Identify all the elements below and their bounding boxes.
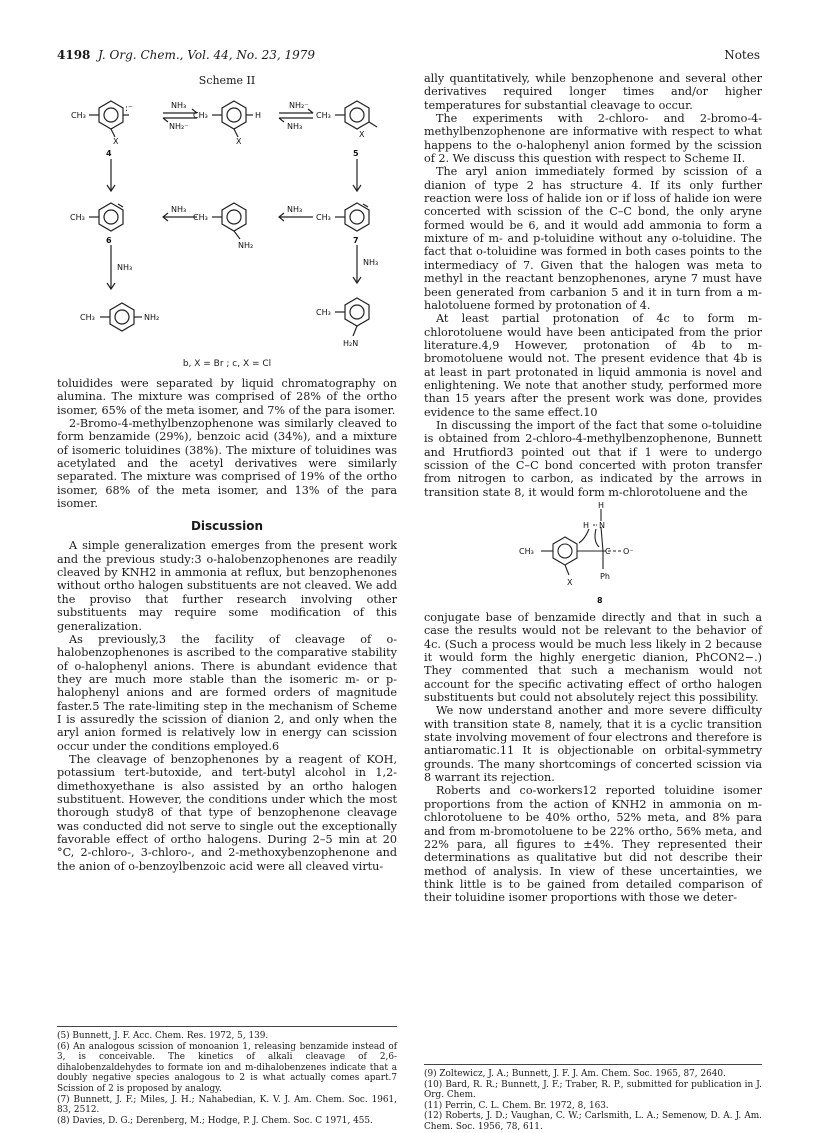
svg-text:NH₂⁻: NH₂⁻ bbox=[289, 101, 309, 110]
svg-text:NH₃: NH₃ bbox=[363, 258, 379, 267]
compound-6-label: 6 bbox=[106, 236, 112, 245]
paragraph: We now understand another and more severe difficulty with transition state 8, namely, that it is a cyclic transition state involving movement of four electrons and therefore is antiaromatic.11 It is objectionable on orbital-symmetry grounds. The many shortcomings of concerted scission via 8 warrant its rejection. bbox=[424, 704, 762, 785]
svg-text:X: X bbox=[236, 137, 242, 146]
footnotes-right bbox=[424, 1054, 762, 1133]
svg-text:NH₃: NH₃ bbox=[171, 205, 187, 214]
svg-text:NH₂: NH₂ bbox=[144, 313, 160, 322]
right-column bbox=[424, 72, 762, 905]
paragraph: As previously,3 the facility of cleavage of o-halobenzophenones is ascribed to the comparative stability of o-halophenyl anions. There is abundant evidence that they are much more stable than the isomeric m- or p-halophenyl anions and are formed orders of magnitude faster.5 The rate-limiting step in the mechanism of Scheme I is assuredly the scission of dianion 2, and only when the aryl anion formed is relatively low in energy can scission occur under the conditions employed.6 bbox=[57, 632, 397, 753]
compound-7-label: 7 bbox=[353, 236, 359, 245]
footnote: (6) An analogous scission of monoanion 1, releasing benzamide instead of 3, is conceivable. The kinetics of alkali cleavage of 2,6-dihalobenzaldehydes to formate ion and m-dihalobenzenes indicate that a doubly negative species analogous to 2 is what actually comes apart.7 Scission of 2 is proposed by analogy. bbox=[57, 1041, 397, 1094]
svg-text:CH₃: CH₃ bbox=[70, 213, 85, 222]
footnote-rule bbox=[57, 1026, 397, 1027]
svg-text:CH₃: CH₃ bbox=[519, 547, 534, 556]
footnote-rule bbox=[424, 1064, 762, 1065]
paragraph: The cleavage of benzophenones by a reagent of KOH, potassium tert-butoxide, and tert-butyl alcohol in 1,2-dimethoxyethane is also assisted by an ortho halogen substituent. However, the conditions under which the most thorough study8 of that type of benzophenone cleavage was conducted did not serve to single out the exceptionally favorable effect of ortho halogens. During 2–5 min at 20 °C, 2-chloro-, 3-chloro-, and 2-methoxybenzophenone and the anion of o-benzoylbenzoic acid were all cleaved virtu- bbox=[57, 752, 397, 873]
svg-text:CH₃: CH₃ bbox=[193, 213, 208, 222]
transition-state-8-figure bbox=[493, 499, 693, 611]
svg-text:CH₃: CH₃ bbox=[316, 111, 331, 120]
scheme-caption: b, X = Br ; c, X = Cl bbox=[182, 359, 272, 369]
svg-text:H: H bbox=[255, 111, 262, 120]
footnote: (7) Bunnett, J. F.; Miles, J. H.; Nahabedian, K. V. J. Am. Chem. Soc. 1961, 83, 2512. bbox=[57, 1094, 397, 1116]
page-number: 4198 bbox=[57, 48, 91, 62]
journal-citation: J. Org. Chem., Vol. 44, No. 23, 1979 bbox=[98, 48, 316, 62]
svg-text:C: C bbox=[605, 547, 611, 556]
paragraph: 2-Bromo-4-methylbenzophenone was similarly cleaved to form benzamide (29%), benzoic acid (34%), and a mixture of isomeric toluidines (38%). The mixture of toluidines was acetylated and the acetyl derivatives were similarly separated. The mixture was comprised of 19% of the ortho isomer, 68% of the meta isomer, and 13% of the para isomer. bbox=[57, 417, 397, 511]
ch3-label: CH₃ bbox=[71, 111, 86, 120]
svg-text:CH₃: CH₃ bbox=[316, 308, 331, 317]
svg-text:NH₃: NH₃ bbox=[171, 101, 187, 110]
svg-text:O⁻: O⁻ bbox=[623, 547, 634, 556]
footnote: (12) Roberts, J. D.; Vaughan, C. W.; Carlsmith, L. A.; Semenow, D. A. J. Am. Chem. Soc. 1956, 78, 611. bbox=[424, 1111, 762, 1132]
paragraph: A simple generalization emerges from the present work and the previous study:3 o-halobenzophenones are readily cleaved by KNH2 in ammonia at reflux, but benzophenones without ortho halogen substituents are not cleaved. We add the proviso that further research involving other substituents may require some modification of this generalization. bbox=[57, 539, 397, 633]
svg-text:NH₃: NH₃ bbox=[117, 263, 133, 272]
paragraph: The aryl anion immediately formed by scission of a dianion of type 2 has structure 4. If its only further reaction were loss of halide ion or if loss of halide ion were concerted with scission of the C–C bond, the only aryne formed would be 6, and it would add ammonia to form a mixture of m- and p-toluidine without any o-toluidine. The fact that o-toluidine was formed in both cases points to the intermediacy of 7. Given that the halogen was meta to methyl in the reactant benzophenones, aryne 7 must have been generated from carbanion 5 and it in turn from a m-halotoluene formed by protonation of 4. bbox=[424, 165, 762, 312]
svg-text:NH₃: NH₃ bbox=[287, 205, 303, 214]
paragraph: conjugate base of benzamide directly and that in such a case the results would not be relevant to the behavior of 4c. (Such a process would be much less likely in 2 because it would form the highly energetic dianion, PhCON2−.) They commented that such a mechanism would not account for the specific activating effect of ortho halogen substituents but could not absolutely reject this possibility. bbox=[424, 611, 762, 705]
svg-text:CH₃: CH₃ bbox=[316, 213, 331, 222]
section-heading: Discussion bbox=[190, 519, 264, 534]
footnote: (9) Zoltewicz, J. A.; Bunnett, J. F. J. Am. Chem. Soc. 1965, 87, 2640. bbox=[424, 1069, 726, 1079]
svg-text:N: N bbox=[599, 521, 605, 530]
svg-text:X: X bbox=[113, 137, 119, 146]
svg-text:NH₂⁻: NH₂⁻ bbox=[169, 122, 189, 131]
svg-text:CH₃: CH₃ bbox=[80, 313, 95, 322]
svg-text:H: H bbox=[598, 501, 605, 510]
section-label: Notes bbox=[724, 48, 760, 62]
svg-text:CH₃: CH₃ bbox=[193, 111, 208, 120]
svg-text:X: X bbox=[359, 130, 365, 139]
paragraph: The experiments with 2-chloro- and 2-bromo-4-methylbenzophenone are informative with respect to what happens to the o-halophenyl anion formed by the scission of 2. We discuss this question with respect to Scheme II. bbox=[424, 112, 762, 166]
paragraph: toluidides were separated by liquid chromatography on alumina. The mixture was comprised of 28% of the ortho isomer, 65% of the meta isomer, and 7% of the para isomer. bbox=[57, 377, 397, 417]
footnote: (5) Bunnett, J. F. Acc. Chem. Res. 1972, 5, 139. bbox=[57, 1031, 269, 1041]
compound-4-label: 4 bbox=[106, 149, 112, 158]
footnote: (11) Perrin, C. L. Chem. Br. 1972, 8, 163. bbox=[424, 1100, 609, 1111]
paragraph: At least partial protonation of 4c to form m-chlorotoluene would have been anticipated from the prior literature.4,9 However, protonation of 4b to m-bromotoluene would not. The present evidence that 4b is at least in part protonated in liquid ammonia is novel and enlightening. We note that another study, performed more than 15 years after the present work was done, provides evidence to the same effect.10 bbox=[424, 312, 762, 419]
compound-5-label: 5 bbox=[353, 149, 359, 158]
scheme-ii-figure bbox=[67, 93, 387, 355]
footnotes-left bbox=[57, 1016, 397, 1126]
paragraph: Roberts and co-workers12 reported toluidine isomer proportions from the action of KNH2 in ammonia on m-chlorotoluene to be 40% ortho, 52% meta, and 8% para and from m-bromotoluene to be 22% ortho, 56% meta, and 22% para, all figures to ±4%. They represented their determinations as qualitative but did not describe their method of analysis. In view of these uncertainties, we think little is to be gained from detailed comparison of their toluidine isomer proportions with those we deter- bbox=[424, 784, 762, 905]
paragraph: ally quantitatively, while benzophenone and several other derivatives required longer times and/or higher temperatures for substantial cleavage to occur. bbox=[424, 72, 762, 112]
svg-text:Ph: Ph bbox=[600, 572, 610, 581]
scheme-title: Scheme II bbox=[198, 74, 256, 87]
svg-text:X: X bbox=[567, 578, 573, 587]
svg-text:H: H bbox=[583, 521, 590, 530]
footnote: (10) Bard, R. R.; Bunnett, J. F.; Traber, R. P., submitted for publication in J. Org. Chem. bbox=[424, 1079, 762, 1101]
compound-8-label: 8 bbox=[597, 596, 603, 605]
left-column bbox=[57, 72, 397, 873]
page-header bbox=[57, 48, 760, 64]
footnote: (8) Davies, D. G.; Derenberg, M.; Hodge, P. J. Chem. Soc. C 1971, 455. bbox=[57, 1115, 373, 1126]
svg-text:H₂N: H₂N bbox=[343, 339, 359, 348]
svg-text:NH₃: NH₃ bbox=[287, 122, 303, 131]
svg-text::⁻: :⁻ bbox=[125, 104, 133, 114]
paragraph: In discussing the import of the fact that some o-toluidine is obtained from 2-chloro-4-methylbenzophenone, Bunnett and Hrutfiord3 pointed out that if 1 were to undergo scission of the C–C bond concerted with proton transfer from nitrogen to carbon, as indicated by the arrows in transition state 8, it would form m-chlorotoluene and the bbox=[424, 418, 762, 499]
svg-text:NH₂: NH₂ bbox=[238, 241, 254, 250]
